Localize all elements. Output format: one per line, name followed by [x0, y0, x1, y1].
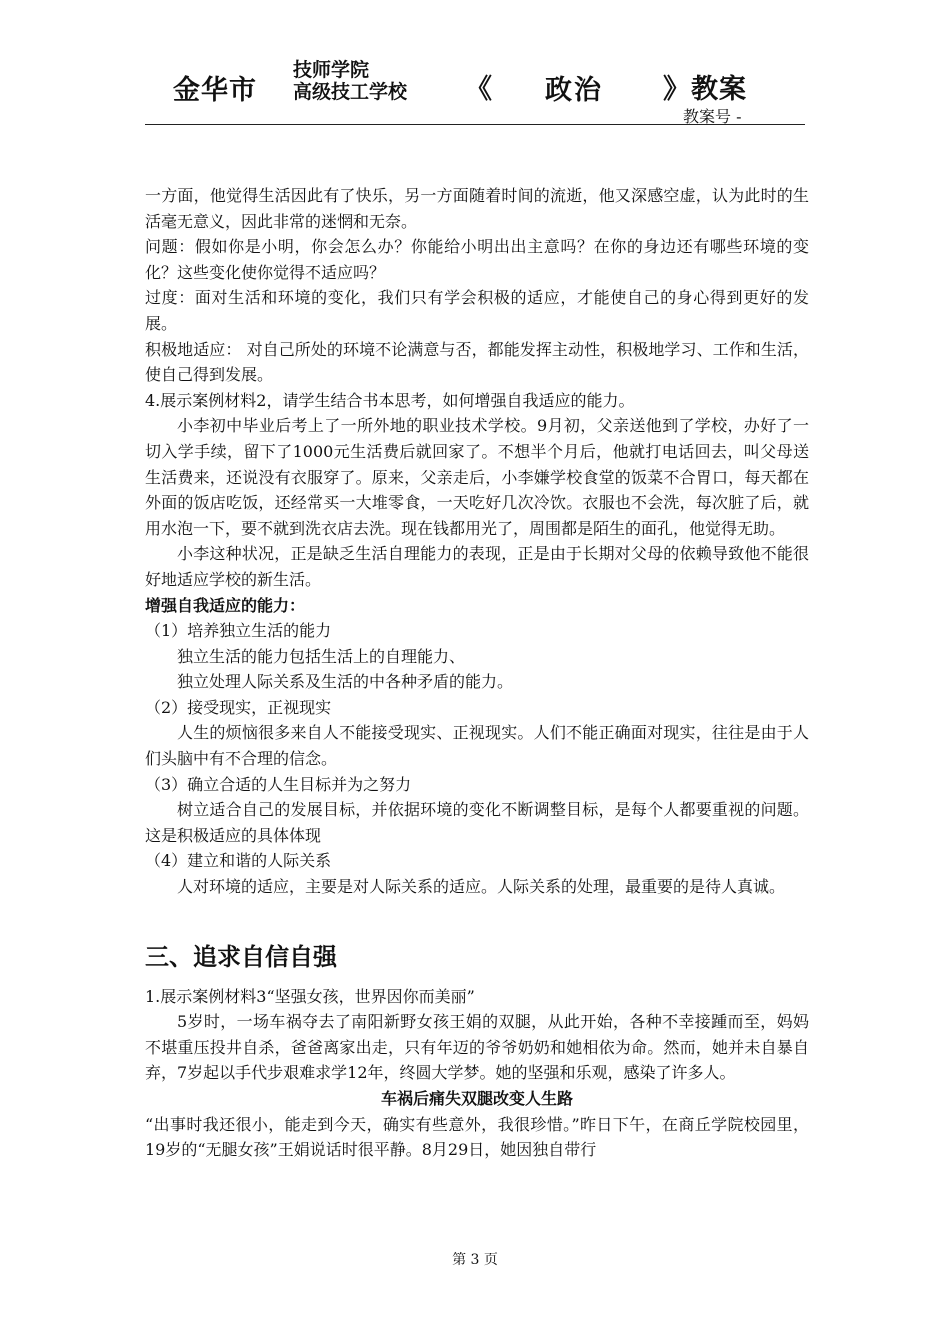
header-divider	[145, 124, 805, 125]
section-3-case-text: 5岁时，一场车祸夺去了南阳新野女孩王娟的双腿，从此开始，各种不幸接踵而至，妈妈不堪重压投井自杀，爸爸离家出走，只有年迈的爷爷奶奶和她相依为命。然而，她并未自暴自弃，7岁起以手代步艰难求学12年，终圆大学梦。她的坚强和乐观，感染了许多人。	[145, 1012, 809, 1083]
header-school-line2: 高级技工学校	[293, 81, 408, 103]
list-item-1-text-a: 独立生活的能力包括生活上的自理能力、	[177, 646, 466, 666]
section-3-case-intro: 1.展示案例材料3“坚强女孩，世界因你而美丽”	[145, 986, 475, 1006]
section-3-news-text: “出事时我还很小，能走到今天，确实有些意外，我很珍惜。”昨日下午，在商丘学院校园里，19岁的“无腿女孩”王娟说话时很平静。8月29日，她因独自带行	[145, 1114, 809, 1160]
list-item-3: （3）确立合适的人生目标并为之努力	[145, 774, 412, 794]
section-3-subheading: 车祸后痛失双腿改变人生路	[380, 1089, 573, 1108]
paragraph-question: 问题：假如你是小明，你会怎么办？你能给小明出出主意吗？在你的身边还有哪些环境的变化？这些变化使你觉得不适应吗？	[145, 237, 809, 282]
paragraph-case-2-intro: 4.展示案例材料2，请学生结合书本思考，如何增强自我适应的能力。	[145, 390, 635, 410]
page-body	[145, 183, 809, 1163]
list-item-1-text-b: 独立处理人际关系及生活的中各种矛盾的能力。	[177, 672, 514, 692]
paragraph-case-2-analysis: 小李这种状况，正是缺乏生活自理能力的表现，正是由于长期对父母的依赖导致他不能很好地适应学校的新生活。	[145, 544, 809, 589]
header-subject: 政治	[545, 75, 603, 106]
header-school	[293, 59, 407, 103]
paragraph-definition: 积极地适应： 对自己所处的环境不论满意与否，都能发挥主动性，积极地学习、工作和生活，使自己得到发展。	[145, 339, 809, 385]
page-header	[145, 55, 805, 125]
header-plan-number: 教案号 -	[683, 107, 742, 126]
list-item-4-text: 人对环境的适应，主要是对人际关系的适应。人际关系的处理，最重要的是待人真诚。	[177, 877, 786, 897]
list-item-2: （2）接受现实，正视现实	[145, 697, 332, 717]
page-number: 第 3 页	[452, 1252, 498, 1268]
list-item-3-text: 树立适合自己的发展目标，并依据环境的变化不断调整目标，是每个人都要重视的问题。这是积极适应的具体体现	[145, 800, 809, 845]
list-item-2-text: 人生的烦恼很多来自人不能接受现实、正视现实。人们不能正确面对现实，往往是由于人们头脑中有不合理的信念。	[145, 723, 809, 769]
header-right-quote: 》教案	[663, 74, 747, 105]
header-school-line1: 技师学院	[293, 59, 370, 81]
section-3-heading: 三、追求自信自强	[145, 942, 337, 971]
paragraph-case-2: 小李初中毕业后考上了一所外地的职业技术学校。9月初，父亲送他到了学校，办好了一切入学手续，留下了1000元生活费后就回家了。不想半个月后，他就打电话回去，叫父母送生活费来，还说没有衣服穿了。原来，父亲走后，小李嫌学校食堂的饭菜不合胃口，每天都在外面的饭店吃饭，还经常买一大堆零食，一天吃好几次冷饮。衣服也不会洗，每次脏了后，就用水泡一下，要不就到洗衣店去洗。现在钱都用光了，周围都是陌生的面孔，他觉得无助。	[145, 416, 809, 538]
paragraph: 一方面，他觉得生活因此有了快乐，另一方面随着时间的流逝，他又深感空虚，认为此时的生活毫无意义，因此非常的迷惘和无奈。	[145, 186, 809, 231]
list-item-4: （4）建立和谐的人际关系	[145, 851, 332, 871]
list-item-1: （1）培养独立生活的能力	[145, 621, 332, 641]
header-city: 金华市	[173, 75, 257, 106]
paragraph-transition: 过度：面对生活和环境的变化，我们只有学会积极的适应，才能使自己的身心得到更好的发展。	[145, 288, 809, 333]
header-left-quote: 《	[465, 74, 492, 105]
heading-self-adaptation: 增强自我适应的能力：	[145, 595, 306, 615]
